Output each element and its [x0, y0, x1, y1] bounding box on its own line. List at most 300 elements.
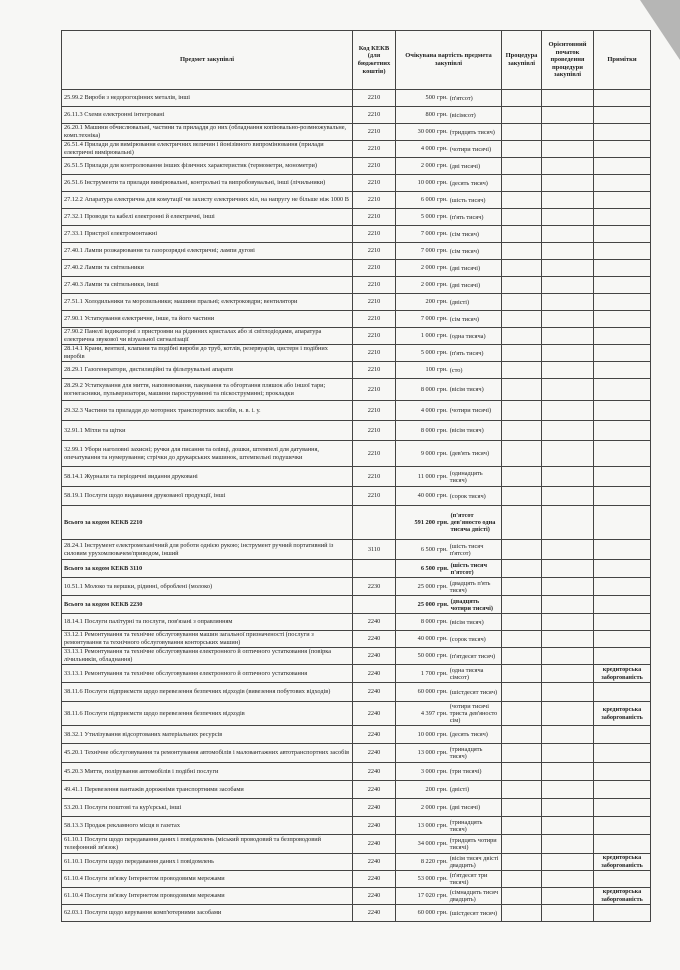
- start-cell: [542, 401, 594, 421]
- table-row: [62, 209, 651, 226]
- cost-cell: [396, 799, 502, 817]
- cost-in-words: (чотири тисячі триста дев'яносто сім): [449, 703, 498, 724]
- kekv-code-cell: 2240: [353, 683, 396, 702]
- notes-cell: кредиторська заборгованість: [594, 854, 651, 871]
- cost-amount: 6 500: [420, 564, 435, 572]
- notes-cell: [594, 441, 651, 467]
- procedure-cell: [502, 763, 542, 781]
- subject-cell: Всього за кодом КЕКВ 3110: [62, 560, 353, 578]
- notes-cell: кредиторська заборгованість: [594, 702, 651, 726]
- kekv-code-cell: 2210: [353, 226, 396, 243]
- notes-cell: [594, 158, 651, 175]
- cost-cell: [396, 243, 502, 260]
- cost-in-words: (шістдесят тисяч): [449, 909, 498, 917]
- notes-cell: кредиторська заборгованість: [594, 888, 651, 905]
- procedure-cell: [502, 467, 542, 487]
- notes-cell: [594, 401, 651, 421]
- procedure-cell: [502, 401, 542, 421]
- table-row: [62, 905, 651, 922]
- cost-currency: грн.: [437, 635, 448, 643]
- notes-cell: [594, 763, 651, 781]
- start-cell: [542, 871, 594, 888]
- notes-cell: [594, 226, 651, 243]
- cost-amount: 60 000: [417, 909, 435, 917]
- cost-amount: 6 500: [420, 545, 435, 553]
- subject-cell: 27.90.2 Панелі індикаторні з пристроями на рідинних кристалах або зі світлодіодами, апаратура електрична звукової чи візуальної сигналізації: [62, 328, 353, 345]
- subject-cell: 38.11.6 Послуги підприємств щодо перевезення безпечних відходів (вивезення побутових відходів): [62, 683, 353, 702]
- subject-cell: 61.10.1 Послуги щодо передавання даних і повідомлень: [62, 854, 353, 871]
- cost-cell: [396, 744, 502, 763]
- cost-currency: грн.: [437, 858, 448, 866]
- table-row: [62, 90, 651, 107]
- cost-in-words: (вісім тисяч двісті двадцять): [449, 855, 499, 869]
- cost-in-words: (дві тисячі): [449, 281, 481, 289]
- cost-currency: грн.: [437, 518, 449, 526]
- kekv-code-cell: 2210: [353, 158, 396, 175]
- cost-in-words: (дві тисячі): [449, 804, 481, 811]
- cost-currency: грн.: [437, 247, 448, 255]
- kekv-code-cell: 2210: [353, 401, 396, 421]
- cost-cell: [396, 817, 502, 835]
- cost-currency: грн.: [437, 145, 448, 153]
- procedure-cell: [502, 683, 542, 702]
- notes-cell: [594, 560, 651, 578]
- cost-currency: грн.: [437, 179, 448, 187]
- table-row: [62, 294, 651, 311]
- cost-amount: 40 000: [417, 635, 435, 643]
- start-cell: [542, 277, 594, 294]
- cost-in-words: (одна тисяча сімсот): [449, 666, 484, 681]
- cost-in-words: (тринадцять тисяч): [449, 818, 483, 833]
- cost-currency: грн.: [437, 426, 448, 434]
- notes-cell: [594, 744, 651, 763]
- cost-in-words: (сорок тисяч): [449, 635, 486, 643]
- cost-cell: [396, 781, 502, 799]
- cost-amount: 7 000: [420, 230, 435, 238]
- cost-in-words: (сорок тисяч): [449, 492, 486, 500]
- start-cell: [542, 888, 594, 905]
- subject-cell: 28.29.1 Газогенератори, дистиляційні та фільтрувальні апарати: [62, 362, 353, 379]
- table-row: [62, 226, 651, 243]
- subject-cell: 27.90.1 Устаткування електричне, інше, та його частини: [62, 311, 353, 328]
- cost-currency: грн.: [437, 618, 448, 626]
- cost-in-words: (тридцять чотири тисячі): [449, 837, 497, 851]
- start-cell: [542, 835, 594, 854]
- table-row: [62, 835, 651, 854]
- cost-cell: [396, 905, 502, 922]
- cost-cell: [396, 702, 502, 726]
- start-cell: [542, 158, 594, 175]
- procedure-cell: [502, 854, 542, 871]
- cost-amount: 200: [425, 785, 435, 793]
- cost-currency: грн.: [437, 892, 448, 900]
- subject-cell: 62.03.1 Послуги щодо керування комп'ютерними засобами: [62, 905, 353, 922]
- cost-in-words: (сто): [449, 366, 463, 374]
- start-cell: [542, 141, 594, 158]
- start-cell: [542, 226, 594, 243]
- start-cell: [542, 799, 594, 817]
- cost-currency: грн.: [437, 366, 448, 374]
- subject-cell: 28.14.1 Крани, вентилі, клапани та подібні вироби до труб, котлів, резервуарів, цистерн і подібних виробів: [62, 345, 353, 362]
- kekv-code-cell: 2240: [353, 888, 396, 905]
- cost-currency: грн.: [437, 332, 448, 340]
- notes-cell: [594, 683, 651, 702]
- subject-cell: 26.51.4 Прилади для вимірювання електричних величин і йонізівного випромінювання (прилади електричні вимірювальні): [62, 141, 353, 158]
- cost-currency: грн.: [437, 264, 448, 272]
- total-row: [62, 560, 651, 578]
- subject-cell: 58.13.3 Продаж рекламного місця в газетах: [62, 817, 353, 835]
- cost-cell: [396, 506, 502, 540]
- procedure-cell: [502, 260, 542, 277]
- cost-amount: 8 000: [420, 385, 435, 393]
- subject-cell: 29.32.3 Частини та приладдя до моторних транспортних засобів, н. в. і. у.: [62, 401, 353, 421]
- kekv-code-cell: 2210: [353, 107, 396, 124]
- cost-currency: грн.: [437, 298, 448, 306]
- notes-cell: [594, 648, 651, 665]
- subject-cell: 32.91.1 Мітли та щітки: [62, 421, 353, 441]
- procedure-cell: [502, 648, 542, 665]
- cost-in-words: (дві тисячі): [449, 264, 481, 272]
- start-cell: [542, 726, 594, 744]
- cost-amount: 591 200: [414, 518, 435, 526]
- total-row: [62, 506, 651, 540]
- kekv-code-cell: 2210: [353, 175, 396, 192]
- procedure-cell: [502, 294, 542, 311]
- subject-cell: 61.10.4 Послуги зв'язку Інтернетом проводовими мережами: [62, 871, 353, 888]
- kekv-code-cell: [353, 506, 396, 540]
- cost-in-words: (п'ятсот дев'яносто одна тисяча двісті): [450, 512, 496, 533]
- subject-cell: 27.33.1 Пристрої електромонтажні: [62, 226, 353, 243]
- total-row: [62, 596, 651, 614]
- cost-currency: грн.: [437, 669, 448, 677]
- cost-amount: 2 000: [420, 803, 435, 811]
- cost-currency: грн.: [437, 821, 448, 829]
- cost-amount: 800: [425, 111, 435, 119]
- start-cell: [542, 487, 594, 506]
- start-cell: [542, 905, 594, 922]
- subject-cell: 38.11.6 Послуги підприємств щодо перевезення безпечних відходів: [62, 702, 353, 726]
- cost-currency: грн.: [437, 94, 448, 102]
- cost-in-words: (двісті): [449, 786, 470, 793]
- cost-amount: 8 000: [420, 426, 435, 434]
- cost-currency: грн.: [437, 582, 448, 590]
- kekv-code-cell: 2240: [353, 854, 396, 871]
- procedure-cell: [502, 487, 542, 506]
- cost-amount: 34 000: [417, 840, 435, 848]
- cost-cell: [396, 421, 502, 441]
- notes-cell: [594, 614, 651, 631]
- notes-cell: [594, 871, 651, 888]
- kekv-code-cell: 2240: [353, 871, 396, 888]
- table-row: [62, 311, 651, 328]
- procedure-cell: [502, 888, 542, 905]
- notes-cell: [594, 905, 651, 922]
- kekv-code-cell: 2240: [353, 905, 396, 922]
- kekv-code-cell: 2240: [353, 726, 396, 744]
- cost-in-words: (тринадцять тисяч): [449, 746, 483, 760]
- procedure-cell: [502, 345, 542, 362]
- cost-cell: [396, 631, 502, 648]
- kekv-code-cell: 2210: [353, 209, 396, 226]
- cost-amount: 1 700: [420, 669, 435, 677]
- cost-in-words: (чотири тисячі): [449, 145, 492, 153]
- procedure-cell: [502, 905, 542, 922]
- cost-in-words: (десять тисяч): [449, 731, 488, 738]
- cost-currency: грн.: [437, 909, 448, 917]
- cost-in-words: (шість тисяч): [449, 196, 486, 204]
- table-row: [62, 763, 651, 781]
- cost-cell: [396, 379, 502, 401]
- procedure-cell: [502, 799, 542, 817]
- kekv-code-cell: 2240: [353, 835, 396, 854]
- cost-cell: [396, 345, 502, 362]
- cost-amount: 1 000: [420, 332, 435, 340]
- table-row: [62, 540, 651, 560]
- cost-cell: [396, 560, 502, 578]
- cost-currency: грн.: [437, 730, 448, 738]
- notes-cell: [594, 107, 651, 124]
- subject-cell: 28.29.2 Устаткування для миття, наповнювання, пакування та обгортання пляшок або іншої тари; вогнегасники, пульверизатори, машини пароструминні та піскоструминні; прокладки: [62, 379, 353, 401]
- table-row: [62, 107, 651, 124]
- notes-cell: [594, 192, 651, 209]
- cost-cell: [396, 141, 502, 158]
- notes-cell: [594, 781, 651, 799]
- subject-cell: 26.20.1 Машини обчислювальні, частини та приладдя до них (обладнання копіювально-розмножувальне, комп.техніка): [62, 124, 353, 141]
- table-row: [62, 124, 651, 141]
- cost-cell: [396, 107, 502, 124]
- notes-cell: [594, 124, 651, 141]
- table-row: [62, 345, 651, 362]
- notes-cell: [594, 90, 651, 107]
- table-row: [62, 578, 651, 596]
- cost-in-words: (одинадцять тисяч): [449, 469, 483, 484]
- cost-currency: грн.: [437, 545, 448, 553]
- cost-currency: грн.: [437, 492, 448, 500]
- procedure-cell: [502, 560, 542, 578]
- table-row: [62, 726, 651, 744]
- cost-cell: [396, 328, 502, 345]
- start-cell: [542, 328, 594, 345]
- notes-cell: [594, 175, 651, 192]
- header-notes: Примітки: [594, 31, 651, 90]
- table-row: [62, 421, 651, 441]
- kekv-code-cell: 2210: [353, 277, 396, 294]
- cost-amount: 30 000: [417, 128, 435, 136]
- subject-cell: 45.20.1 Технічне обслуговування та ремонтування автомобілів і маловантажних автотранспортних засобів: [62, 744, 353, 763]
- subject-cell: Всього за кодом КЕКВ 2210: [62, 506, 353, 540]
- cost-amount: 10 000: [417, 730, 435, 738]
- kekv-code-cell: 2210: [353, 124, 396, 141]
- cost-cell: [396, 124, 502, 141]
- procedure-cell: [502, 871, 542, 888]
- start-cell: [542, 311, 594, 328]
- cost-currency: грн.: [437, 111, 448, 119]
- subject-cell: 49.41.1 Перевезення вантажів дорожніми транспортними засобами: [62, 781, 353, 799]
- procedure-cell: [502, 744, 542, 763]
- start-cell: [542, 540, 594, 560]
- cost-currency: грн.: [437, 785, 448, 793]
- procedure-cell: [502, 614, 542, 631]
- cost-currency: грн.: [437, 875, 448, 883]
- cost-amount: 4 000: [420, 145, 435, 153]
- cost-cell: [396, 294, 502, 311]
- procedure-cell: [502, 311, 542, 328]
- table-row: [62, 871, 651, 888]
- kekv-code-cell: 2210: [353, 345, 396, 362]
- cost-cell: [396, 854, 502, 871]
- table-row: [62, 702, 651, 726]
- table-row: [62, 648, 651, 665]
- cost-amount: 5 000: [420, 213, 435, 221]
- cost-amount: 200: [425, 298, 435, 306]
- kekv-code-cell: [353, 560, 396, 578]
- cost-currency: грн.: [437, 688, 448, 696]
- start-cell: [542, 596, 594, 614]
- start-cell: [542, 362, 594, 379]
- header-subject: Предмет закупівлі: [62, 31, 353, 90]
- subject-cell: 27.51.1 Холодильники та морозильники; машини пральні; електроковдри; вентилятори: [62, 294, 353, 311]
- cost-in-words: (вісім тисяч): [449, 618, 484, 626]
- kekv-code-cell: 2210: [353, 141, 396, 158]
- table-row: [62, 467, 651, 487]
- subject-cell: 25.99.2 Вироби з недорогоцінних металів, інші: [62, 90, 353, 107]
- cost-cell: [396, 888, 502, 905]
- cost-in-words: (тридцять тисяч): [449, 128, 495, 136]
- cost-in-words: (шість тисяч п'ятсот): [450, 561, 488, 576]
- notes-cell: [594, 578, 651, 596]
- start-cell: [542, 506, 594, 540]
- kekv-code-cell: 2240: [353, 744, 396, 763]
- table-row: [62, 631, 651, 648]
- cost-currency: грн.: [437, 564, 449, 572]
- cost-amount: 6 000: [420, 196, 435, 204]
- cost-amount: 13 000: [417, 749, 435, 757]
- table-row: [62, 487, 651, 506]
- procedure-cell: [502, 243, 542, 260]
- table-row: [62, 328, 651, 345]
- cost-in-words: (п'ять тисяч): [449, 349, 484, 357]
- cost-cell: [396, 441, 502, 467]
- subject-cell: 32.99.1 Убори наголовні захисні; ручки для писання та олівці, дошки, штемпелі для датування, опечатування та нумерування; стрічки до друкарських машинок, штемпельні подушечки: [62, 441, 353, 467]
- cost-cell: [396, 665, 502, 683]
- procedure-cell: [502, 107, 542, 124]
- procedure-cell: [502, 506, 542, 540]
- kekv-code-cell: 2210: [353, 379, 396, 401]
- procedure-cell: [502, 421, 542, 441]
- table-row: [62, 141, 651, 158]
- subject-cell: 18.14.1 Послуги палітурні та послуги, пов'язані з оправлянням: [62, 614, 353, 631]
- cost-cell: [396, 467, 502, 487]
- cost-amount: 40 000: [417, 492, 435, 500]
- cost-cell: [396, 835, 502, 854]
- cost-currency: грн.: [437, 472, 448, 480]
- start-cell: [542, 744, 594, 763]
- procedure-cell: [502, 175, 542, 192]
- cost-currency: грн.: [437, 230, 448, 238]
- cost-currency: грн.: [437, 213, 448, 221]
- subject-cell: 28.24.1 Інструмент електромеханічний для роботи однією рукою; інструмент ручний портативний із силовим урухомлювачем/приводом, інший: [62, 540, 353, 560]
- start-cell: [542, 763, 594, 781]
- kekv-code-cell: 2210: [353, 441, 396, 467]
- cost-amount: 8 000: [420, 618, 435, 626]
- notes-cell: [594, 487, 651, 506]
- table-row: [62, 362, 651, 379]
- kekv-code-cell: 3110: [353, 540, 396, 560]
- start-cell: [542, 631, 594, 648]
- kekv-code-cell: 2240: [353, 763, 396, 781]
- start-cell: [542, 648, 594, 665]
- start-cell: [542, 175, 594, 192]
- cost-in-words: (п'ятсот): [449, 94, 473, 102]
- kekv-code-cell: 2210: [353, 192, 396, 209]
- procedure-cell: [502, 596, 542, 614]
- cost-cell: [396, 175, 502, 192]
- table-row: [62, 401, 651, 421]
- cost-in-words: (дев'ять тисяч): [449, 450, 490, 457]
- notes-cell: [594, 726, 651, 744]
- cost-currency: грн.: [437, 196, 448, 204]
- start-cell: [542, 614, 594, 631]
- notes-cell: [594, 328, 651, 345]
- notes-cell: [594, 141, 651, 158]
- table-row: [62, 158, 651, 175]
- cost-currency: грн.: [437, 128, 448, 136]
- cost-cell: [396, 648, 502, 665]
- notes-cell: [594, 311, 651, 328]
- cost-currency: грн.: [437, 749, 448, 757]
- cost-in-words: (вісім тисяч): [449, 386, 484, 393]
- subject-cell: Всього за кодом КЕКВ 2230: [62, 596, 353, 614]
- procedure-cell: [502, 158, 542, 175]
- cost-amount: 50 000: [417, 652, 435, 660]
- kekv-code-cell: 2210: [353, 260, 396, 277]
- procedure-cell: [502, 835, 542, 854]
- table-row: [62, 192, 651, 209]
- procedure-cell: [502, 124, 542, 141]
- kekv-code-cell: 2210: [353, 243, 396, 260]
- cost-cell: [396, 596, 502, 614]
- notes-cell: [594, 260, 651, 277]
- kekv-code-cell: 2240: [353, 702, 396, 726]
- header-start: Орієнтовний початок проведення процедури закупівлі: [542, 31, 594, 90]
- procedure-cell: [502, 817, 542, 835]
- subject-cell: 27.40.1 Лампи розжарювання та газорозрядні електричні; лампи дугові: [62, 243, 353, 260]
- notes-cell: [594, 467, 651, 487]
- table-row: [62, 683, 651, 702]
- start-cell: [542, 192, 594, 209]
- table-row: [62, 744, 651, 763]
- notes-cell: [594, 277, 651, 294]
- cost-currency: грн.: [437, 315, 448, 323]
- cost-amount: 53 000: [417, 875, 435, 883]
- cost-in-words: (п'ятдесят тисяч): [449, 652, 496, 660]
- notes-cell: [594, 362, 651, 379]
- cost-cell: [396, 226, 502, 243]
- procedure-cell: [502, 578, 542, 596]
- cost-currency: грн.: [437, 449, 448, 457]
- cost-in-words: (сімнадцять тисяч двадцять): [449, 889, 499, 903]
- table-row: [62, 175, 651, 192]
- cost-cell: [396, 401, 502, 421]
- cost-in-words: (чотири тисячі): [449, 407, 492, 414]
- procedure-cell: [502, 226, 542, 243]
- table-row: [62, 817, 651, 835]
- subject-cell: 33.13.1 Ремонтування та технічне обслуговування електронного й оптичного устатковання: [62, 665, 353, 683]
- subject-cell: 26.51.5 Прилади для контролювання інших фізичних характеристик (термометри, монометри): [62, 158, 353, 175]
- kekv-code-cell: 2240: [353, 665, 396, 683]
- cost-cell: [396, 260, 502, 277]
- subject-cell: 27.12.2 Апаратура електрична для комутації чи захисту електричних кіл, на напругу не більше ніж 1000 В: [62, 192, 353, 209]
